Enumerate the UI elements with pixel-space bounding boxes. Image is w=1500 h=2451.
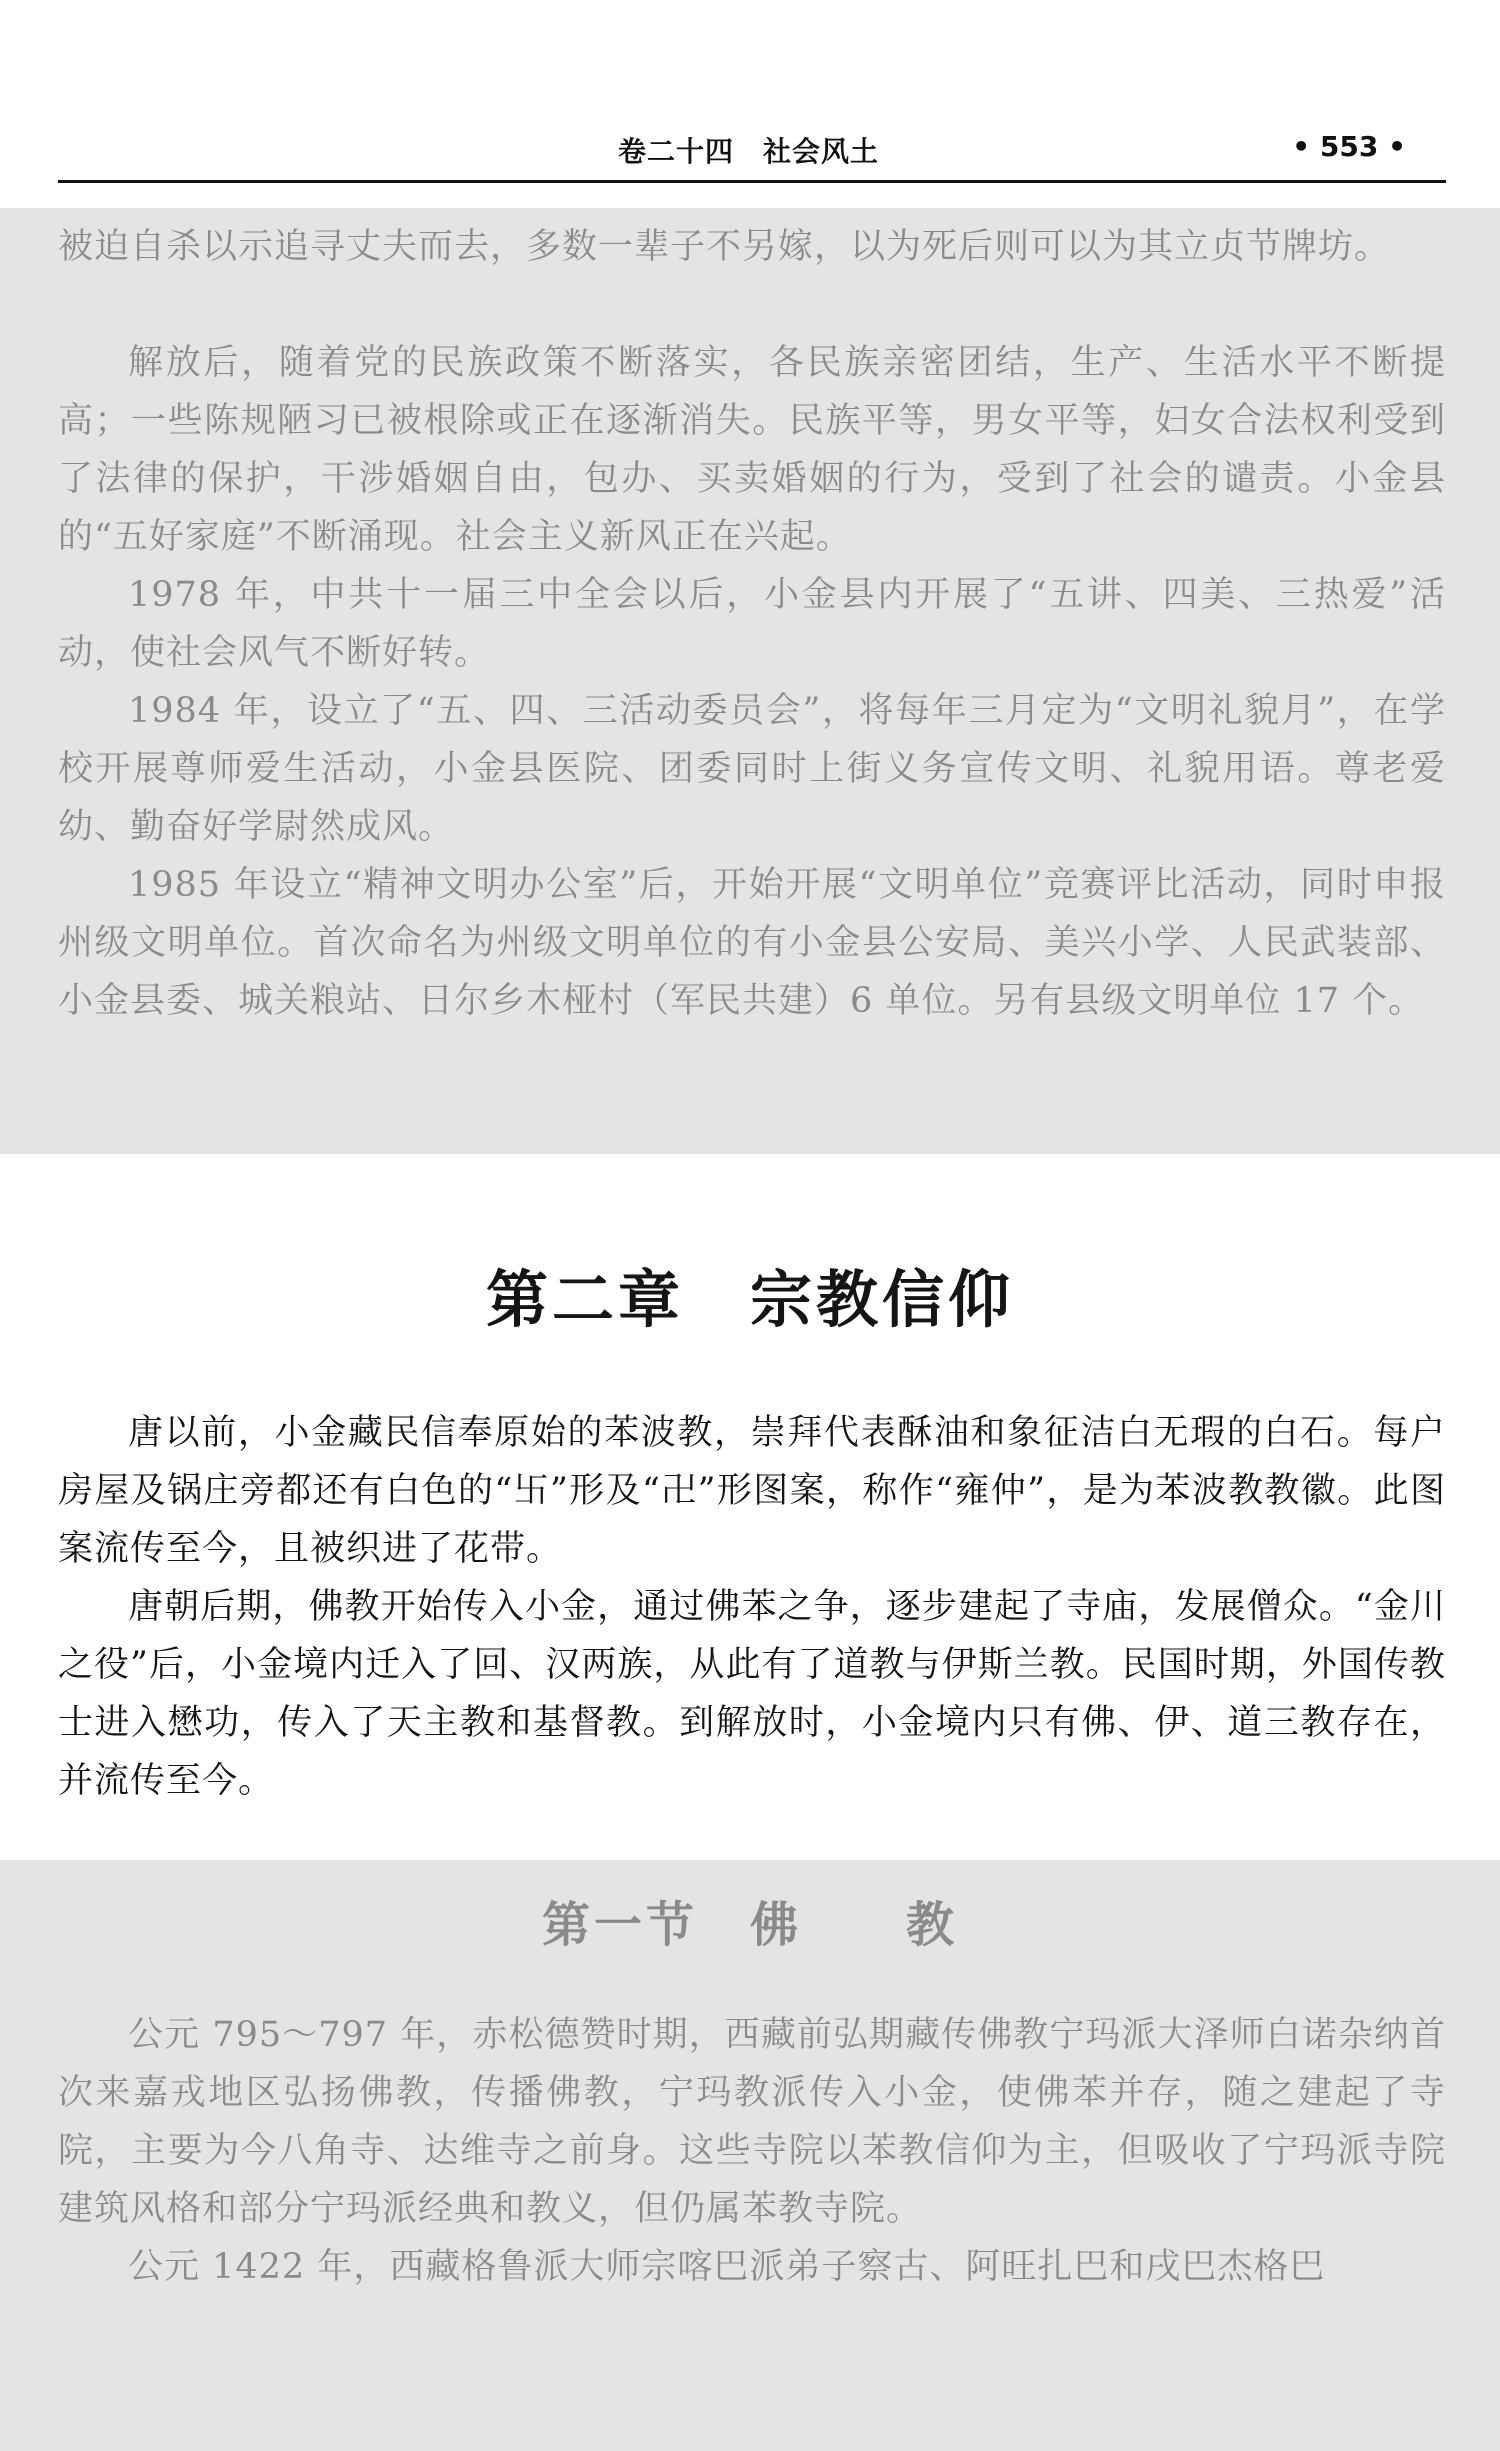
paragraph-top-5: 1985 年设立“精神文明办公室”后，开始开展“文明单位”竞赛评比活动，同时申报州级文明单位。首次命名为州级文明单位的有小金县公安局、美兴小学、人民武装部、小金县委、城关粮站、日尔乡木桠村（军民共建）6 单位。另有县级文明单位 17 个。 — [58, 865, 1446, 1021]
chapter-title: 第二章 宗教信仰 — [485, 1263, 1014, 1336]
section-paragraph-2: 公元 1422 年，西藏格鲁派大师宗喀巴派弟子察古、阿旺扎巴和戌巴杰格巴 — [128, 2247, 1326, 2287]
section-title: 第一节 佛 教 — [541, 1897, 958, 1953]
page-header — [58, 124, 1446, 183]
chapter-paragraph-1: 唐以前，小金藏民信奉原始的苯波教，崇拜代表酥油和象征洁白无瑕的白石。每户房屋及锅庄旁都还有白色的“卐”形及“卍”形图案，称作“雍仲”，是为苯波教教徽。此图案流传至今，且被织进了花带。 — [58, 1413, 1446, 1569]
paragraph-top-2: 解放后，随着党的民族政策不断落实，各民族亲密团结，生产、生活水平不断提高；一些陈规陋习已被根除或正在逐渐消失。民族平等，男女平等，妇女合法权利受到了法律的保护，干涉婚姻自由，包办、买卖婚姻的行为，受到了社会的谴责。小金县的“五好家庭”不断涌现。社会主义新风正在兴起。 — [58, 343, 1446, 557]
chapter-paragraph-2: 唐朝后期，佛教开始传入小金，通过佛苯之争，逐步建起了寺庙，发展僧众。“金川之役”后，小金境内迁入了回、汉两族，从此有了道教与伊斯兰教。民国时期，外国传教士进入懋功，传入了天主教和基督教。到解放时，小金境内只有佛、伊、道三教存在，并流传至今。 — [58, 1587, 1446, 1801]
section-paragraph-1: 公元 795～797 年，赤松德赞时期，西藏前弘期藏传佛教宁玛派大泽师白诺杂纳首次来嘉戎地区弘扬佛教，传播佛教，宁玛教派传入小金，使佛苯并存，随之建起了寺院，主要为今八角寺、达维寺之前身。这些寺院以苯教信仰为主，但吸收了宁玛派寺院建筑风格和部分宁玛派经典和教义，但仍属苯教寺院。 — [58, 2015, 1446, 2229]
page-number: • 553 • — [1292, 130, 1406, 163]
paragraph-top-3: 1978 年，中共十一届三中全会以后，小金县内开展了“五讲、四美、三热爱”活动，使社会风气不断好转。 — [58, 575, 1446, 673]
paragraph-top-4: 1984 年，设立了“五、四、三活动委员会”，将每年三月定为“文明礼貌月”，在学校开展尊师爱生活动，小金县医院、团委同时上街义务宣传文明、礼貌用语。尊老爱幼、勤奋好学尉然成风。 — [58, 691, 1446, 847]
paragraph-top-1: 被迫自杀以示追寻丈夫而去，多数一辈子不另嫁，以为死后则可以为其立贞节牌坊。 — [58, 227, 1391, 267]
running-header-title: 卷二十四 社会风土 — [618, 135, 880, 168]
